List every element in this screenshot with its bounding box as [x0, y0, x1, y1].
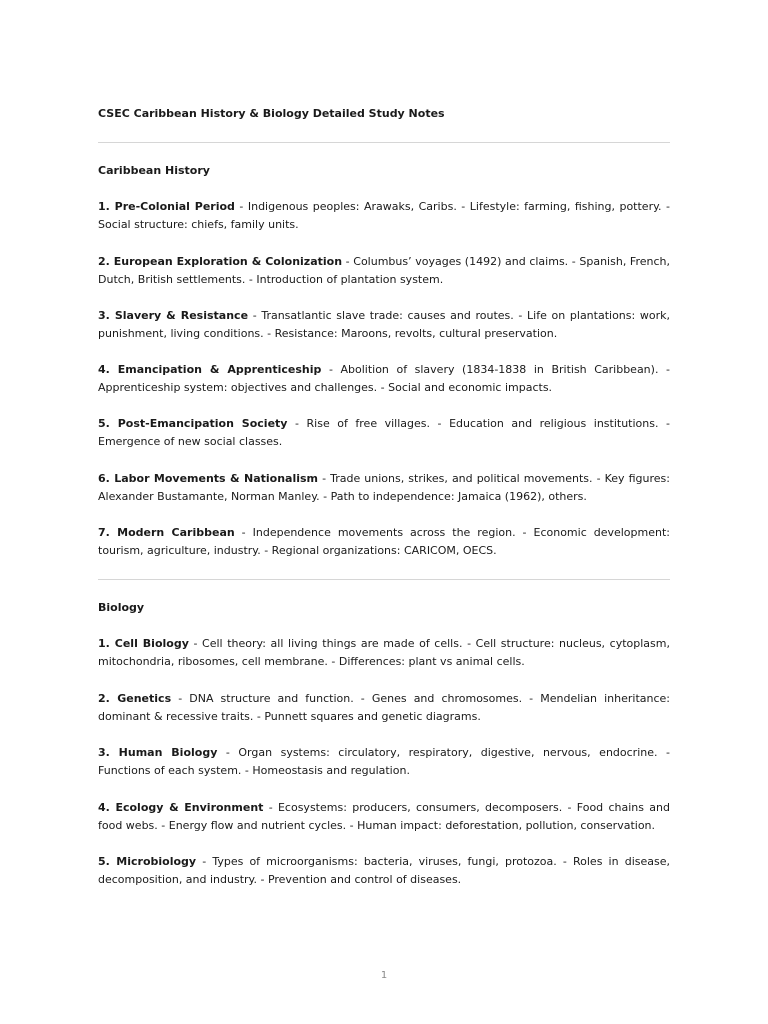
history-item [98, 524, 670, 560]
item-label: 1. Cell Biology [98, 637, 189, 650]
item-text: - Independence movements across the region. - Economic development: tourism, agriculture, industry. - Regional organizations: CARICOM, OECS. [98, 526, 670, 557]
document-title: CSEC Caribbean History & Biology Detailed Study Notes [98, 107, 445, 120]
item-text: - Indigenous peoples: Arawaks, Caribs. - Lifestyle: farming, fishing, pottery. - Social structure: chiefs, family units. [98, 200, 670, 231]
history-item [98, 307, 670, 343]
biology-item [98, 744, 670, 780]
divider [98, 579, 670, 580]
item-text: - Rise of free villages. - Education and religious institutions. - Emergence of new social classes. [98, 417, 670, 448]
item-text: - Cell theory: all living things are made of cells. - Cell structure: nucleus, cytoplasm, mitochondria, ribosomes, cell membrane. - Differences: plant vs animal cells. [98, 637, 670, 668]
item-label: 3. Slavery & Resistance [98, 309, 249, 322]
biology-item [98, 799, 670, 835]
item-label: 2. European Exploration & Colonization [98, 255, 343, 268]
biology-item [98, 635, 670, 671]
page-number: 1 [380, 970, 388, 981]
item-label: 1. Pre-Colonial Period [98, 200, 235, 213]
history-item [98, 253, 670, 289]
history-item [98, 470, 670, 506]
item-label: 6. Labor Movements & Nationalism [98, 472, 319, 485]
item-label: 7. Modern Caribbean [98, 526, 235, 539]
divider [98, 142, 670, 143]
biology-item [98, 690, 670, 726]
item-label: 4. Emancipation & Apprenticeship [98, 363, 322, 376]
item-text: - Columbus’ voyages (1492) and claims. - Spanish, French, Dutch, British settlements. - Introduction of plantation system. [98, 255, 670, 286]
item-label: 5. Post-Emancipation Society [98, 417, 288, 430]
item-text: - DNA structure and function. - Genes and chromosomes. - Mendelian inheritance: dominant & recessive traits. - Punnett squares and genetic diagrams. [98, 692, 670, 723]
item-label: 5. Microbiology [98, 855, 197, 868]
section-heading-biology: Biology [98, 601, 145, 614]
biology-item [98, 853, 670, 889]
section-heading-history: Caribbean History [98, 164, 210, 177]
item-text: - Transatlantic slave trade: causes and routes. - Life on plantations: work, punishment, living conditions. - Resistance: Maroons, revolts, cultural preservation. [98, 309, 670, 340]
history-item [98, 198, 670, 234]
item-label: 3. Human Biology [98, 746, 218, 759]
item-text: - Abolition of slavery (1834-1838 in British Caribbean). - Apprenticeship system: objectives and challenges. - Social and economic impacts. [98, 363, 670, 394]
item-label: 2. Genetics [98, 692, 172, 705]
item-text: - Trade unions, strikes, and political movements. - Key figures: Alexander Bustamante, Norman Manley. - Path to independence: Jamaica (1962), others. [98, 472, 670, 503]
item-text: - Types of microorganisms: bacteria, viruses, fungi, protozoa. - Roles in disease, decomposition, and industry. - Prevention and control of diseases. [98, 855, 670, 886]
item-text: - Organ systems: circulatory, respiratory, digestive, nervous, endocrine. - Functions of each system. - Homeostasis and regulation. [98, 746, 670, 777]
history-item [98, 361, 670, 397]
item-text: - Ecosystems: producers, consumers, decomposers. - Food chains and food webs. - Energy flow and nutrient cycles. - Human impact: deforestation, pollution, conservation. [98, 801, 670, 832]
item-label: 4. Ecology & Environment [98, 801, 264, 814]
history-item [98, 415, 670, 451]
